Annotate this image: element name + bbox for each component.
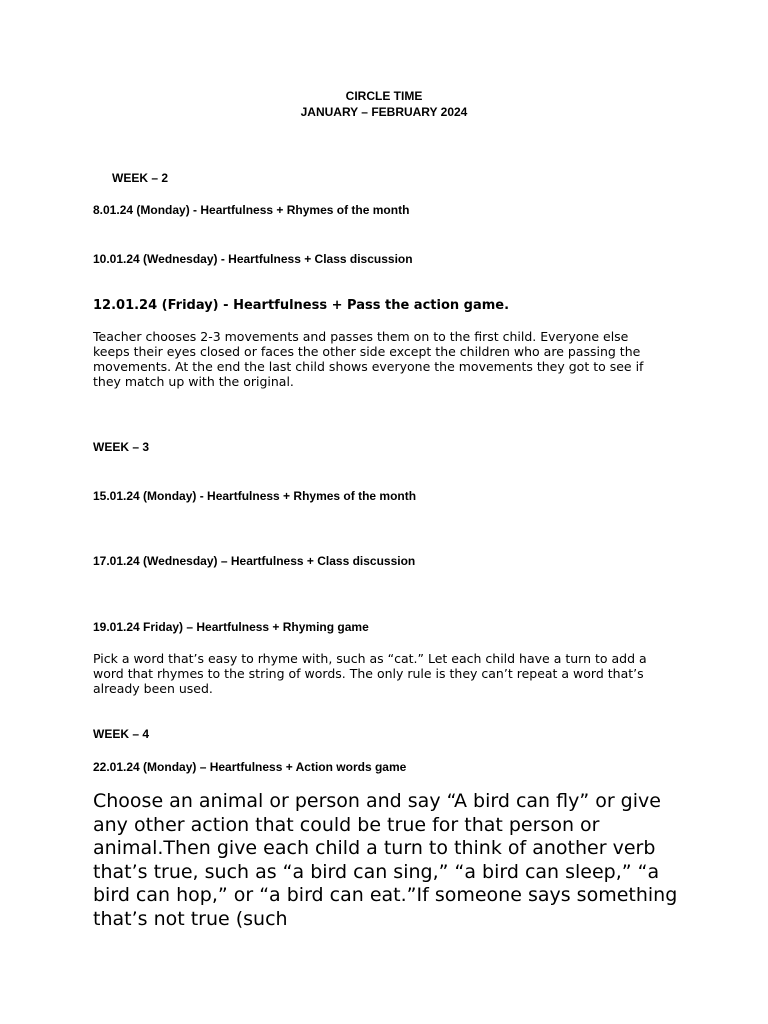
week-3-entry-friday: 19.01.24 Friday) – Heartfulness + Rhyming game: [93, 620, 369, 634]
week-3-friday-description: Pick a word that’s easy to rhyme with, such as “cat.” Let each child have a turn to add a word that rhymes to the string of words. The only rule is they can’t repeat a word that’s already been used.: [93, 651, 647, 696]
week-2-heading: WEEK – 2: [112, 171, 169, 185]
week-4-heading: WEEK – 4: [93, 727, 150, 741]
document-subtitle: JANUARY – FEBRUARY 2024: [300, 105, 468, 119]
document-title: CIRCLE TIME: [345, 89, 423, 103]
week-3-entry-monday: 15.01.24 (Monday) - Heartfulness + Rhymes of the month: [93, 489, 417, 503]
week-3-entry-wednesday: 17.01.24 (Wednesday) – Heartfulness + Class discussion: [93, 554, 416, 568]
week-2-friday-description: Teacher chooses 2-3 movements and passes them on to the first child. Everyone else keeps their eyes closed or faces the other side except the children who are passing the movements. At the end the last child shows everyone the movements they got to see if they match up with the original.: [93, 329, 644, 389]
week-2-entry-monday: 8.01.24 (Monday) - Heartfulness + Rhymes of the month: [93, 203, 410, 217]
week-3-heading: WEEK – 3: [93, 440, 150, 454]
week-4-entry-monday: 22.01.24 (Monday) – Heartfulness + Action words game: [93, 760, 407, 774]
week-2-entry-wednesday: 10.01.24 (Wednesday) - Heartfulness + Class discussion: [93, 252, 413, 266]
week-4-monday-description: Choose an animal or person and say “A bird can fly” or give any other action that could be true for that person or animal.Then give each child a turn to think of another verb that’s true, such as “a bird can sing,” “a bird can sleep,” “a bird can hop,” or “a bird can eat.”If someone says something that’s not true (such: [93, 790, 678, 930]
week-2-entry-friday: 12.01.24 (Friday) - Heartfulness + Pass the action game.: [93, 298, 510, 313]
